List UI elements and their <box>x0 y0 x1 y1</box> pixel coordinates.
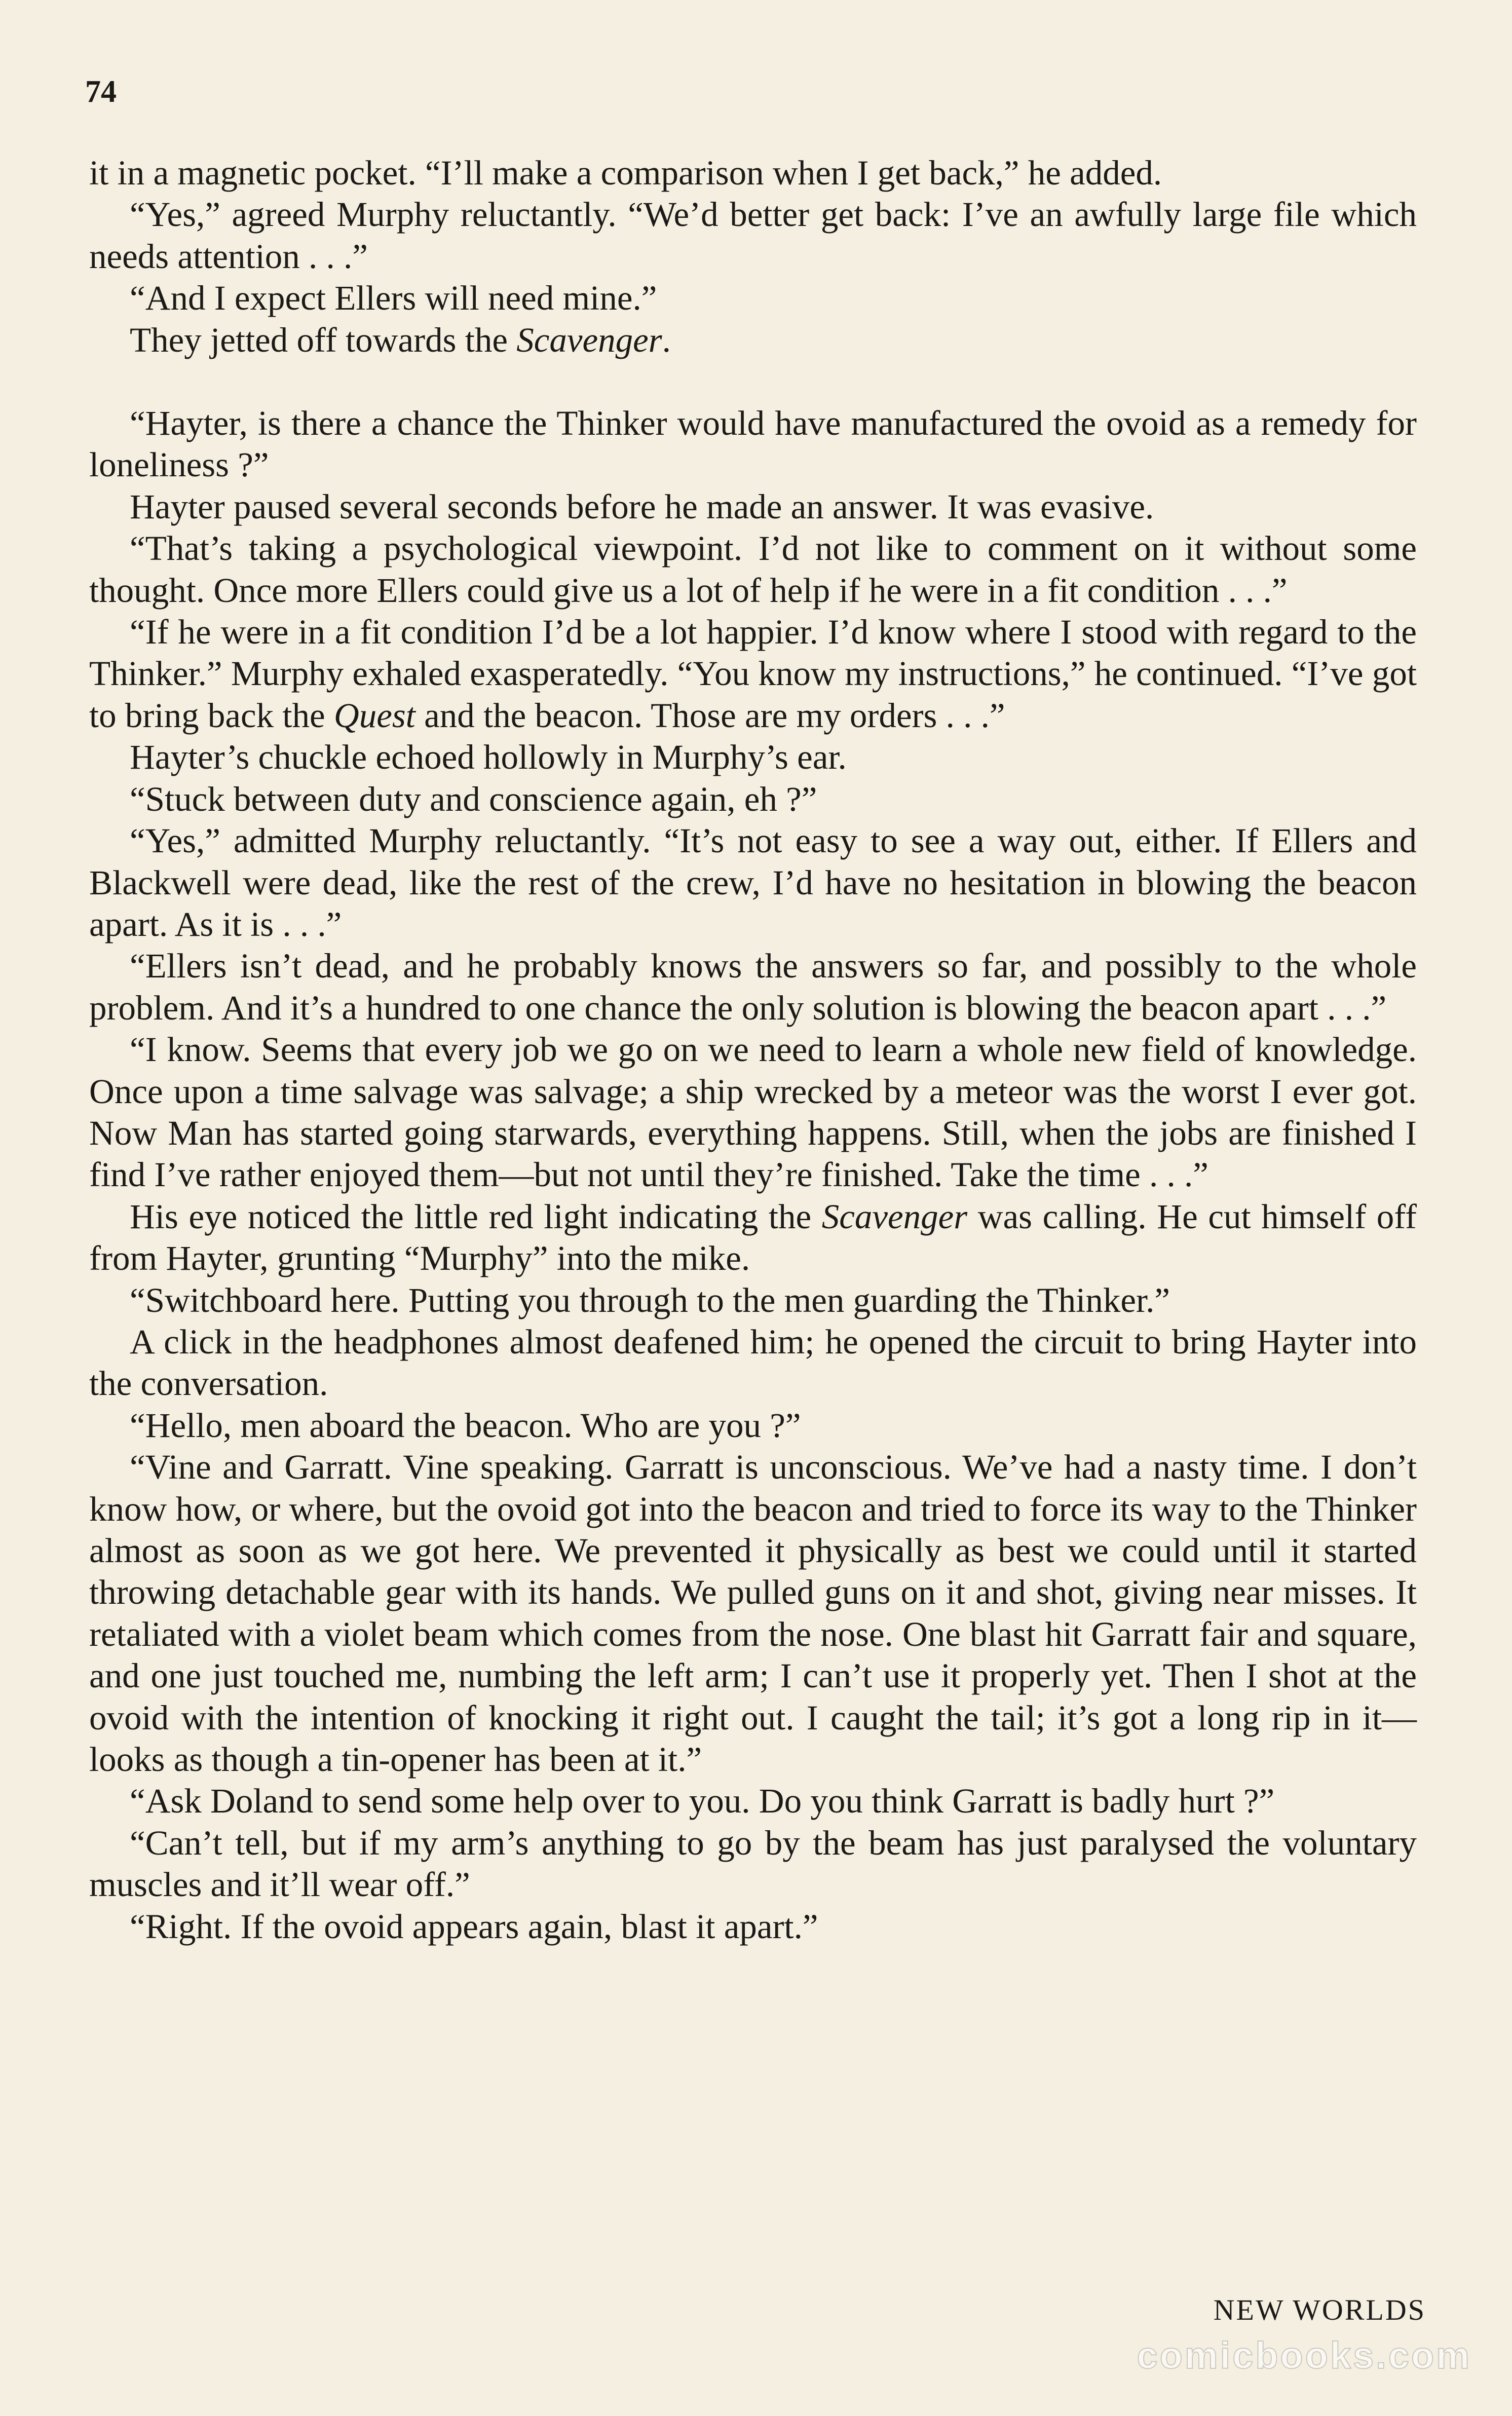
paragraph: “Vine and Garratt. Vine speaking. Garratt is unconscious. We’ve had a nasty time. I don’t know how, or where, but the ovoid got into the beacon and tried to force its way to the Thinker almost as soon as we got here. We prevented it physically as best we could until it started throwing detachable gear with its hands. We pulled guns on it and shot, giving near misses. It retaliated with a violet beam which comes from the nose. One blast hit Garratt fair and square, and one just touched me, numbing the left arm; I can’t use it properly yet. Then I shot at the ovoid with the intention of knocking it right out. I caught the tail; it’s got a long rip in it—looks as though a tin-opener has been at it.” <box>89 1448 1417 1779</box>
paragraph: “Ask Doland to send some help over to you. Do you think Garratt is badly hurt ?” <box>130 1782 1275 1821</box>
paragraph: “Ellers isn’t dead, and he probably knows the answers so far, and possibly to the whole problem. And it’s a hundred to one chance the only solution is blowing the beacon apart . . .” <box>89 947 1417 1027</box>
ship-name-italic: Quest <box>333 696 415 735</box>
paragraph: Hayter’s chuckle echoed hollowly in Murphy’s ear. <box>130 738 847 777</box>
paragraph <box>89 1196 1417 1279</box>
paragraph-text: was calling. He cut himself off from Hayter, grunting “Murphy” into the mike. <box>89 1197 1417 1278</box>
paragraph: “Yes,” admitted Murphy reluctantly. “It’s not easy to see a way out, either. If Ellers and Blackwell were dead, like the rest of the crew, I’d have no hesitation in blowing the beacon apart. As it is . . .” <box>89 821 1417 943</box>
paragraph: A click in the headphones almost deafened him; he opened the circuit to bring Hayter into the conversation. <box>89 1322 1417 1403</box>
paragraph: “Yes,” agreed Murphy reluctantly. “We’d better get back: I’ve an awfully large file which needs attention . . .” <box>89 195 1417 276</box>
paragraph: “And I expect Ellers will need mine.” <box>130 279 657 318</box>
paragraph-text: . <box>662 320 671 359</box>
paragraph: “Hello, men aboard the beacon. Who are you ?” <box>130 1406 801 1445</box>
paragraph-text: and the beacon. Those are my orders . . .” <box>415 696 1005 735</box>
paragraph: “Switchboard here. Putting you through to the men guarding the Thinker.” <box>130 1280 1170 1319</box>
paragraph: “I know. Seems that every job we go on we need to learn a whole new field of knowledge. Once upon a time salvage was salvage; a ship wrecked by a meteor was the worst I ever got. Now Man has started going starwards, everything happens. Still, when the jobs are finished I find I’ve rather enjoyed them—but not until they’re finished. Take the time . . .” <box>89 1030 1417 1194</box>
watermark: comicbooks.com <box>1137 2334 1471 2376</box>
paragraph: Hayter paused several seconds before he made an answer. It was evasive. <box>130 487 1154 526</box>
paragraph: “That’s taking a psychological viewpoint. I’d not like to comment on it without some thought. Once more Ellers could give us a lot of help if he were in a fit condition . . .” <box>89 529 1417 610</box>
paragraph: it in a magnetic pocket. “I’ll make a comparison when I get back,” he added. <box>89 154 1162 192</box>
paragraph-text: They jetted off towards the <box>130 320 517 359</box>
running-footer: NEW WORLDS <box>1213 2293 1426 2326</box>
paragraph <box>89 319 1417 361</box>
paragraph <box>89 611 1417 736</box>
paragraph: “Right. If the ovoid appears again, blast it apart.” <box>130 1907 818 1946</box>
page-number: 74 <box>85 74 117 109</box>
paragraph-text: His eye noticed the little red light indicating the <box>130 1197 822 1236</box>
paragraph: “Hayter, is there a chance the Thinker would have manufactured the ovoid as a remedy for loneliness ?” <box>89 404 1417 484</box>
ship-name-italic: Scavenger <box>821 1197 968 1236</box>
paragraph-text: “If he were in a fit condition I’d be a lot happier. I’d know where I stood with regard to the Thinker.” Murphy exhaled exasperatedly. “You know my instructions,” he continued. “I’ve got to bring back the <box>89 613 1417 735</box>
paragraph: “Can’t tell, but if my arm’s anything to go by the beam has just paralysed the voluntary muscles and it’ll wear off.” <box>89 1823 1417 1904</box>
ship-name-italic: Scavenger <box>516 320 662 359</box>
story-text <box>89 152 1417 1947</box>
paragraph: “Stuck between duty and conscience again, eh ?” <box>130 779 817 818</box>
